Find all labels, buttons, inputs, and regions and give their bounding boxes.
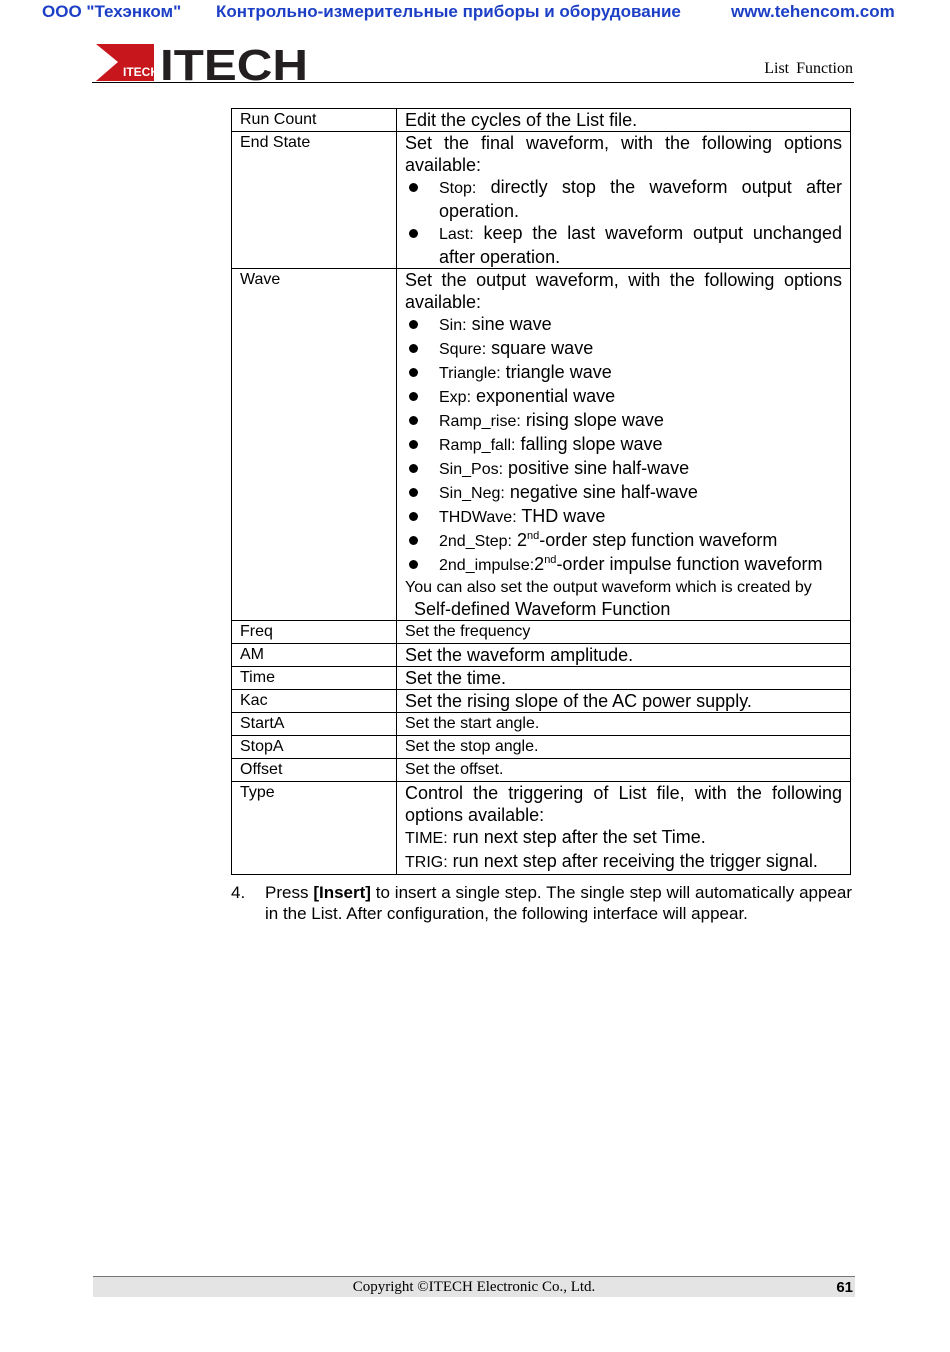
table-row	[232, 621, 851, 644]
table-row	[232, 759, 851, 782]
param-desc: Set the stop angle.	[397, 736, 851, 759]
list-item: Sin_Pos: positive sine half-wave	[405, 457, 842, 481]
wave-note: You can also set the output waveform which is created by	[405, 579, 812, 596]
top-banner	[0, 2, 950, 24]
param-name: StopA	[232, 736, 397, 759]
list-item: Triangle: triangle wave	[405, 361, 842, 385]
param-name: Kac	[232, 690, 397, 713]
param-intro: Set the final waveform, with the following options available:	[405, 133, 842, 175]
list-item: Last: keep the last waveform output unchanged after operation.	[405, 222, 842, 268]
param-name: End State	[232, 132, 397, 269]
list-item: 2nd_Step: 2nd-order step function waveform	[405, 529, 842, 553]
list-item: Sin: sine wave	[405, 313, 842, 337]
step-4-paragraph	[231, 882, 852, 924]
table-row	[232, 713, 851, 736]
param-intro: Set the output waveform, with the following options available:	[405, 270, 842, 312]
param-desc	[397, 782, 851, 875]
param-desc: Set the waveform amplitude.	[397, 644, 851, 667]
list-item: Sin_Neg: negative sine half-wave	[405, 481, 842, 505]
logo-text: ITECH	[160, 44, 308, 82]
list-item: Ramp_fall: falling slope wave	[405, 433, 842, 457]
table-row	[232, 644, 851, 667]
wave-note-reference: Self-defined Waveform Function	[414, 599, 671, 619]
banner-company: ООО "Техэнком"	[42, 2, 182, 21]
param-name: Time	[232, 667, 397, 690]
param-desc	[397, 132, 851, 269]
step-number: 4.	[231, 883, 246, 902]
param-name: AM	[232, 644, 397, 667]
param-desc: Set the rising slope of the AC power supply.	[397, 690, 851, 713]
table-row	[232, 782, 851, 875]
param-desc: Edit the cycles of the List file.	[397, 109, 851, 132]
param-name: Offset	[232, 759, 397, 782]
list-item: Ramp_rise: rising slope wave	[405, 409, 842, 433]
list-item: THDWave: THD wave	[405, 505, 842, 529]
list-item: Exp: exponential wave	[405, 385, 842, 409]
table-row	[232, 109, 851, 132]
param-desc: Set the offset.	[397, 759, 851, 782]
section-title: List Function	[764, 60, 853, 77]
logo-small-text: ITECH	[123, 65, 159, 79]
banner-url-link[interactable]: www.tehencom.com	[731, 2, 895, 21]
table-row	[232, 736, 851, 759]
list-item: Stop: directly stop the waveform output after operation.	[405, 176, 842, 222]
param-name: Freq	[232, 621, 397, 644]
type-option: TIME: run next step after the set Time.	[405, 827, 706, 847]
param-name: Wave	[232, 269, 397, 621]
table-row	[232, 690, 851, 713]
page-number: 61	[836, 1279, 853, 1296]
param-desc: Set the frequency	[397, 621, 851, 644]
banner-description: Контрольно-измерительные приборы и оборудование	[216, 2, 681, 21]
insert-key-label: [Insert]	[313, 883, 371, 902]
param-desc: Set the start angle.	[397, 713, 851, 736]
step-text: Press [Insert] to insert a single step. The single step will automatically appear in the List. After configuration, the following interface will appear.	[265, 883, 853, 923]
list-item: 2nd_impulse:2nd-order impulse function waveform	[405, 553, 842, 577]
table-row	[232, 667, 851, 690]
option-list	[405, 313, 842, 577]
list-item: Squre: square wave	[405, 337, 842, 361]
page-footer	[93, 1276, 855, 1297]
option-list	[405, 176, 842, 268]
param-desc	[397, 269, 851, 621]
table-row	[232, 132, 851, 269]
param-name: Run Count	[232, 109, 397, 132]
param-desc: Set the time.	[397, 667, 851, 690]
copyright: Copyright ©ITECH Electronic Co., Ltd.	[352, 1279, 596, 1295]
param-intro: Control the triggering of List file, with the following options available:	[405, 783, 842, 825]
type-option: TRIG: run next step after receiving the trigger signal.	[405, 851, 818, 871]
itech-logo	[96, 44, 310, 82]
parameter-table	[231, 108, 851, 875]
param-name: Type	[232, 782, 397, 875]
header-divider	[92, 82, 854, 83]
param-name: StartA	[232, 713, 397, 736]
table-row	[232, 269, 851, 621]
